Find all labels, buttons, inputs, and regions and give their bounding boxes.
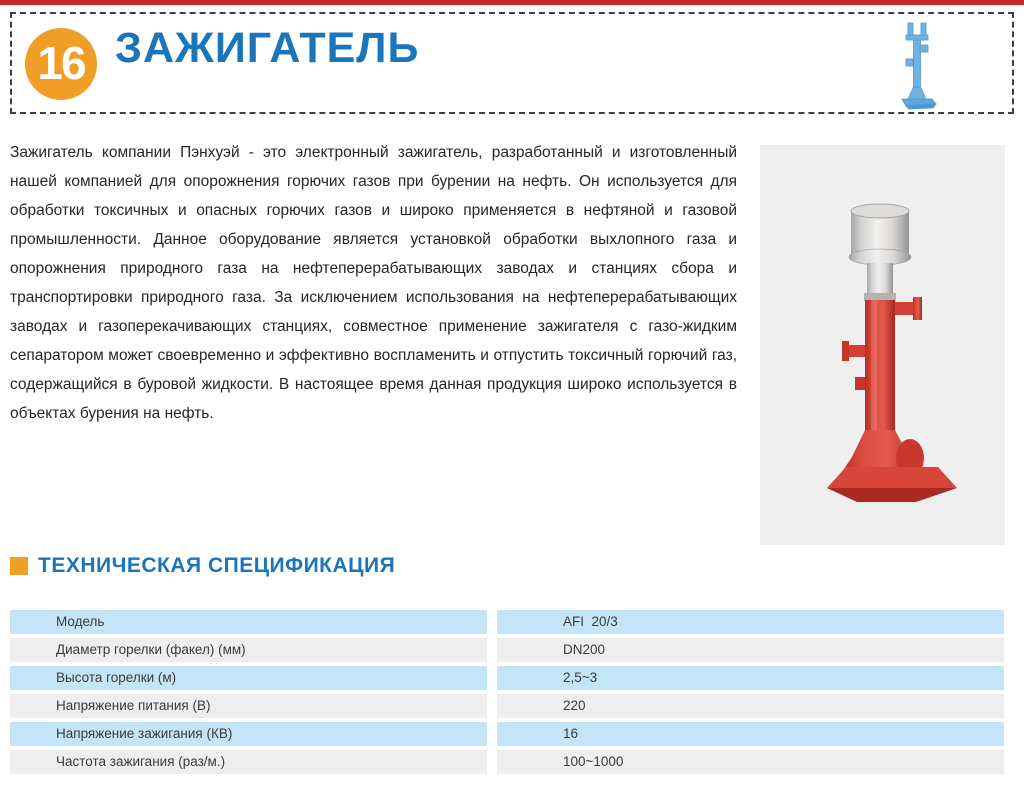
table-row [10, 694, 1004, 718]
igniter-image [760, 145, 1005, 545]
table-row [10, 666, 1004, 690]
table-row [10, 722, 1004, 746]
spec-label: Высота горелки (м) [10, 666, 487, 690]
spec-label: Диаметр горелки (факел) (мм) [10, 638, 487, 662]
table-row [10, 638, 1004, 662]
spec-section-title: ТЕХНИЧЕСКАЯ СПЕЦИФИКАЦИЯ [38, 554, 396, 577]
igniter-thumbnail-icon [895, 19, 940, 111]
product-description: Зажигатель компании Пэнхуэй - это электронный зажигатель, разработанный и изготовленный нашей компанией для опорожнения горючих газов при бурении на нефть. Он используется для обработки токсичных и опасных горючих газов и широко применяется в нефтяной и газовой промышленности. Данное оборудование является установкой обработки выхлопного газа и опорожнения природного газа на нефтеперерабатывающих заводах и станциях сбора и транспортировки природного газа. За исключением использования на нефтеперерабатывающих заводах и газоперекачивающих станциях, совместное применение зажигателя с газо-жидким сепаратором может своевременно и эффективно воспламенить и отпустить токсичный горючий газ, содержащийся в буровой жидкости. В настоящее время данная продукция широко используется в объектах бурения на нефть. [10, 144, 737, 422]
spec-value: AFI 20/3 [497, 610, 1004, 634]
page-title: ЗАЖИГАТЕЛЬ [115, 24, 420, 72]
section-number-badge [25, 28, 97, 100]
table-row [10, 610, 1004, 634]
spec-value: 220 [497, 694, 1004, 718]
product-photo [760, 145, 1005, 545]
orange-bullet-icon [10, 557, 28, 575]
spec-value: DN200 [497, 638, 1004, 662]
spec-value: 2,5~3 [497, 666, 1004, 690]
table-row [10, 750, 1004, 774]
spec-label: Частота зажигания (раз/м.) [10, 750, 487, 774]
header-box [10, 12, 1014, 114]
spec-table [10, 610, 1004, 778]
spec-section-header [10, 554, 396, 577]
spec-label: Напряжение питания (В) [10, 694, 487, 718]
spec-value: 100~1000 [497, 750, 1004, 774]
spec-value: 16 [497, 722, 1004, 746]
spec-label: Модель [10, 610, 487, 634]
top-accent-line [0, 0, 1024, 5]
spec-label: Напряжение зажигания (КВ) [10, 722, 487, 746]
section-number: 16 [37, 37, 85, 89]
